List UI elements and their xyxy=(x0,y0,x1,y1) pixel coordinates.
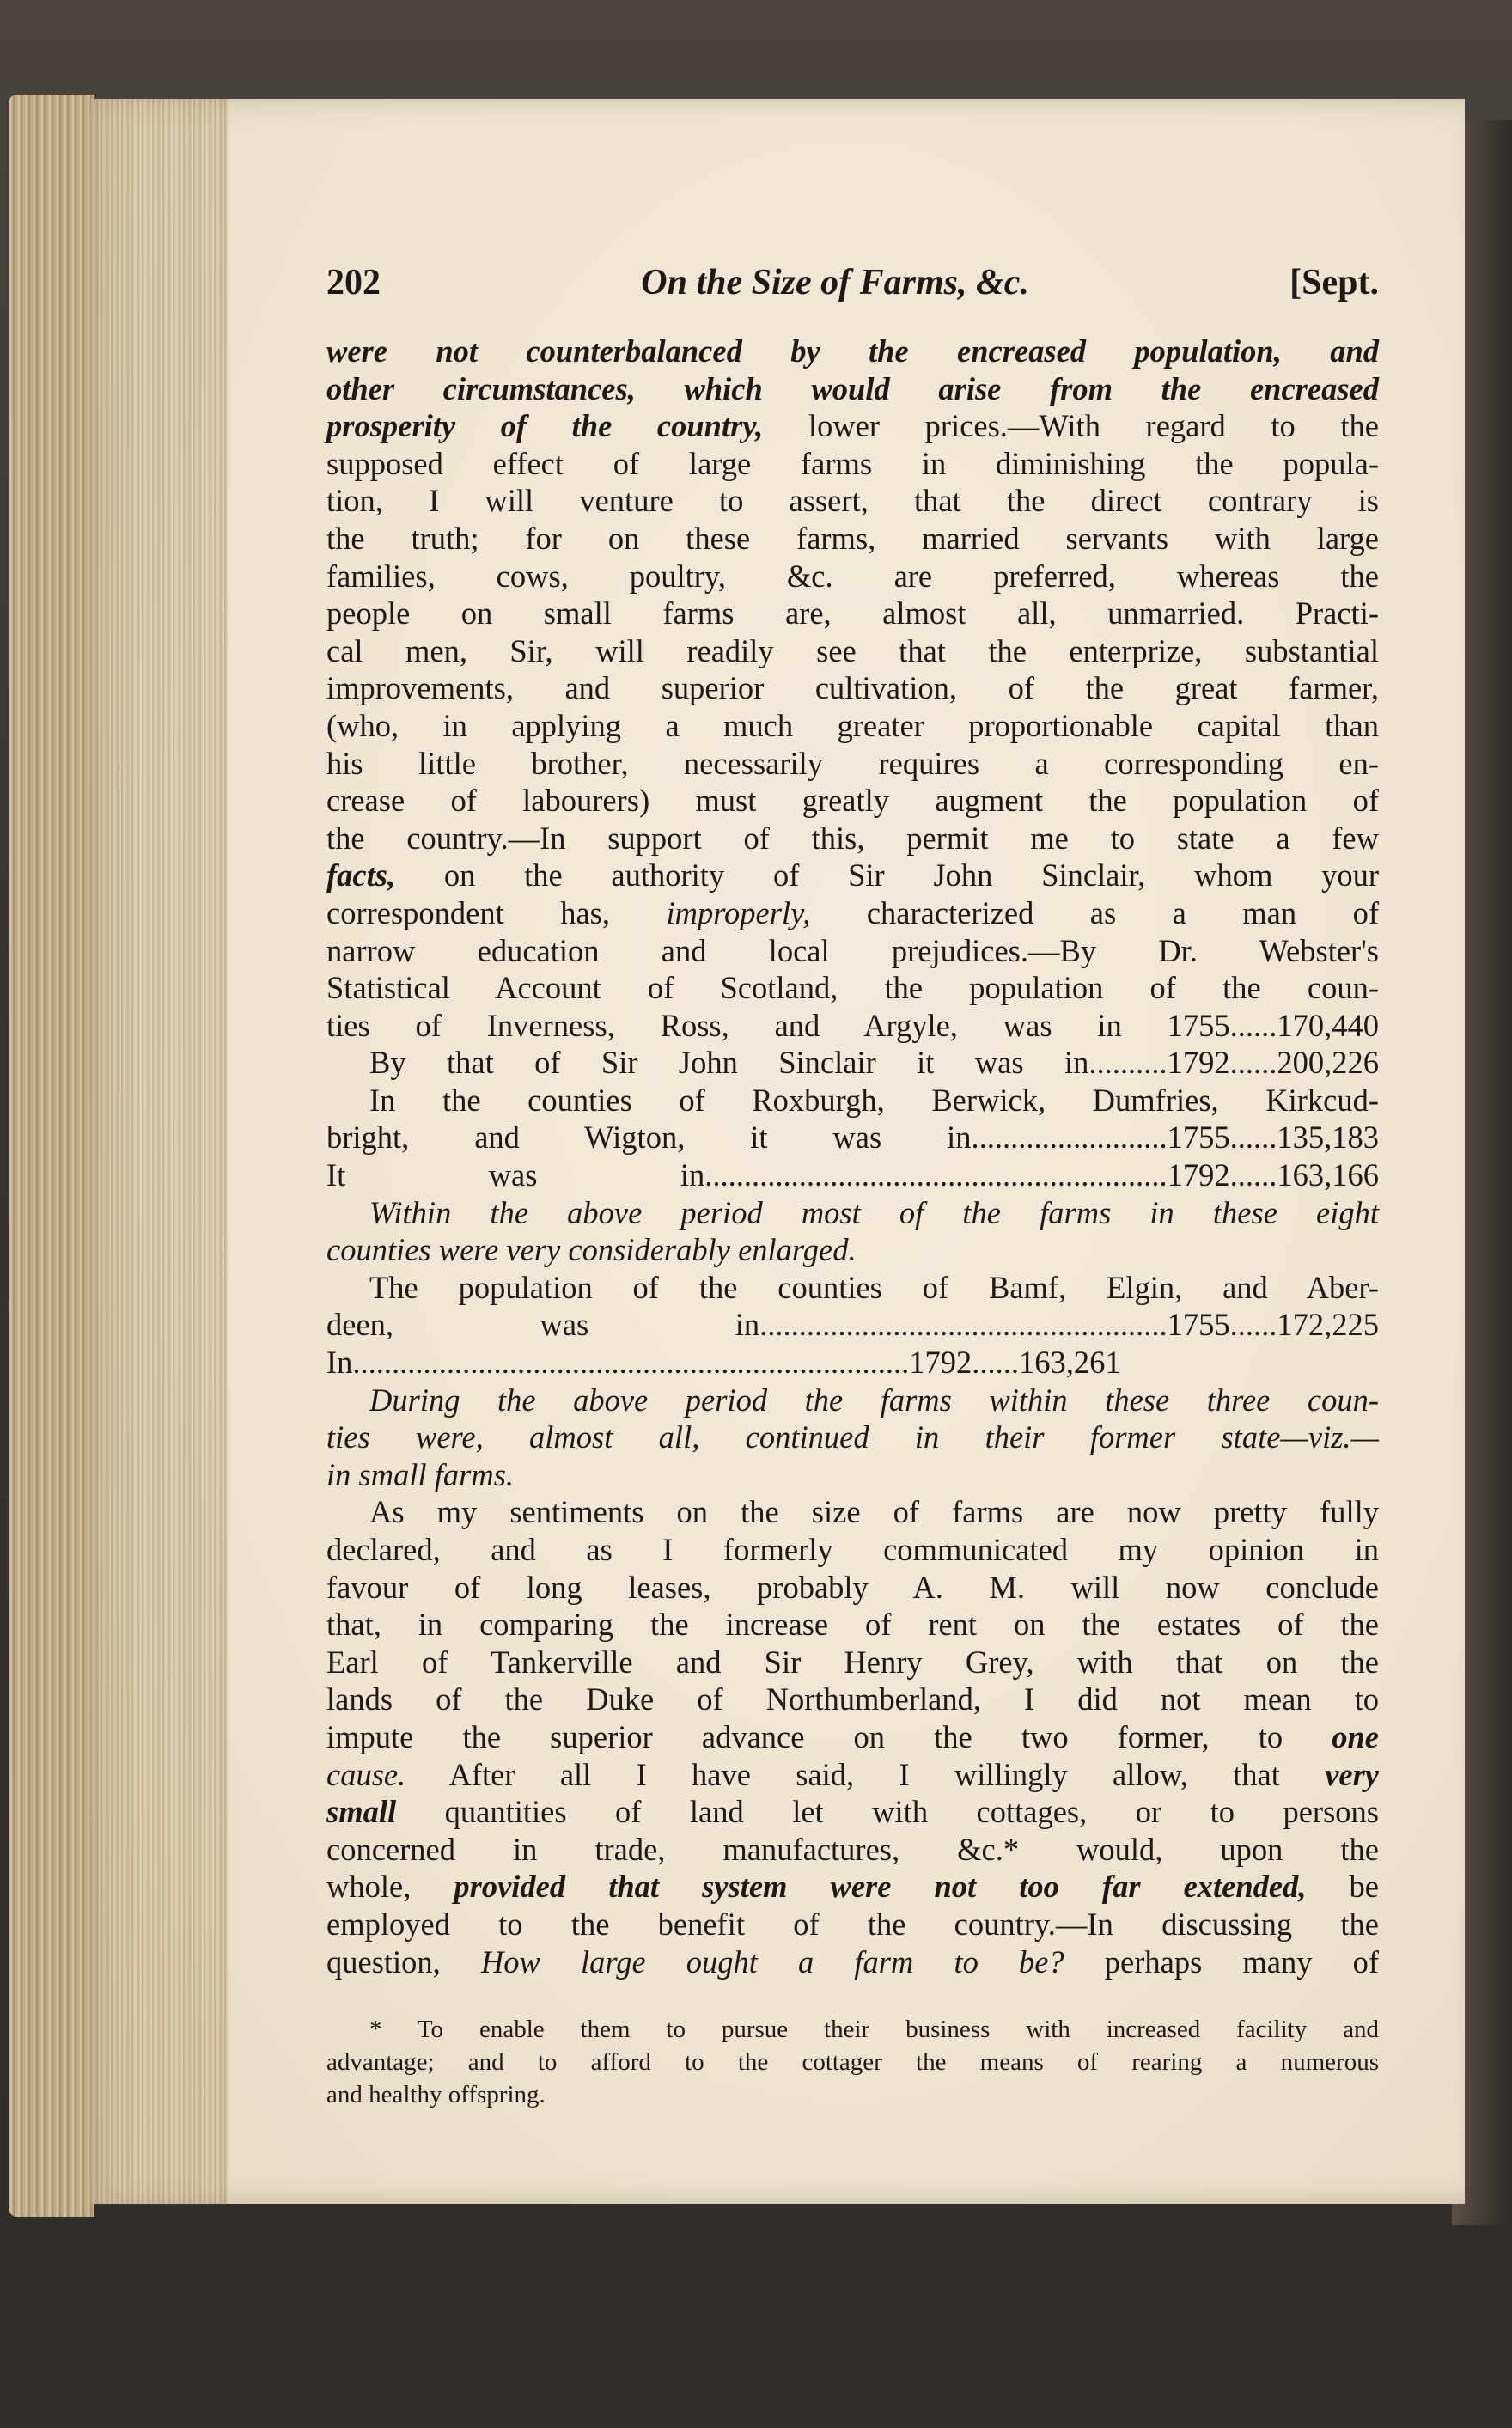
footnote-line: * To enable them to pursue their business with increased facility and xyxy=(369,2016,1379,2044)
text-line: Statistical Account of Scotland, the population of the coun- xyxy=(326,970,1379,1006)
running-title: On the Size of Farms, &c. xyxy=(641,263,1029,302)
text-line: It was in...........................................................1792......163,166 xyxy=(326,1157,1379,1193)
text-line: employed to the benefit of the country.—In discussing the xyxy=(326,1906,1379,1942)
text-span: whole, xyxy=(326,1869,454,1905)
text-span: one xyxy=(1332,1718,1379,1754)
text-line: in small farms. xyxy=(326,1456,515,1492)
footnote-line: advantage; and to afford to the cottager the means of rearing a numerous xyxy=(326,2048,1379,2077)
text-line: narrow education and local prejudices.—By Dr. Webster's xyxy=(326,932,1379,968)
text-span: How large ought a farm to be? xyxy=(480,1943,1064,1980)
page-number: 202 xyxy=(326,263,381,302)
page-text-block xyxy=(326,262,1379,2111)
text-line: By that of Sir John Sinclair it was in..........1792......200,226 xyxy=(369,1045,1379,1081)
text-line: In the counties of Roxburgh, Berwick, Dumfries, Kirkcud- xyxy=(369,1082,1379,1118)
text-span: correspondent has, xyxy=(326,894,667,930)
text-line: Within the above period most of the farms in these eight xyxy=(369,1194,1379,1230)
text-span: impute the superior advance on the two former, to xyxy=(326,1718,1332,1754)
text-line: ties of Inverness, Ross, and Argyle, was in 1755......170,440 xyxy=(326,1007,1379,1043)
text-span: facts, xyxy=(326,857,396,894)
text-span: small xyxy=(326,1794,397,1830)
text-line: counties were very considerably enlarged. xyxy=(326,1232,857,1268)
text-span: on the authority of Sir John Sinclair, whom your xyxy=(395,857,1379,894)
text-span: question, xyxy=(326,1943,481,1980)
text-line: The population of the counties of Bamf, Elgin, and Aber- xyxy=(369,1269,1379,1305)
text-span: lower prices.—With regard to the xyxy=(763,408,1379,444)
text-line xyxy=(326,894,1379,932)
text-line: ties were, almost all, continued in their former state—viz.— xyxy=(326,1419,1379,1455)
text-line: (who, in applying a much greater proportionable capital than xyxy=(326,707,1379,743)
text-span: very xyxy=(1325,1756,1379,1792)
text-line: cal men, Sir, will readily see that the enterprize, substantial xyxy=(326,632,1379,668)
text-line: other circumstances, which would arise from the encreased xyxy=(326,370,1379,406)
footnote-line: and healthy offspring. xyxy=(326,2081,546,2109)
text-line: tion, I will venture to assert, that the direct contrary is xyxy=(326,483,1379,519)
text-line: crease of labourers) must greatly augment the population of xyxy=(326,783,1379,819)
text-line: supposed effect of large farms in diminishing the popula- xyxy=(326,445,1379,481)
text-line: As my sentiments on the size of farms are now pretty fully xyxy=(369,1494,1379,1530)
text-line xyxy=(326,857,1379,894)
text-line xyxy=(326,1756,1379,1794)
text-line: the country.—In support of this, permit me to state a few xyxy=(326,820,1379,856)
text-line xyxy=(326,1868,1379,1906)
text-line: During the above period the farms within these three coun- xyxy=(369,1382,1379,1418)
text-span: be xyxy=(1306,1869,1380,1905)
page-gutter xyxy=(90,99,228,2204)
text-line: In.......................................................................1792......163,261 xyxy=(326,1345,1121,1381)
text-span: improperly, xyxy=(666,894,811,930)
text-line xyxy=(326,1943,1379,1981)
text-line: people on small farms are, almost all, unmarried. Practi- xyxy=(326,595,1379,631)
text-line: that, in comparing the increase of rent on the estates of the xyxy=(326,1607,1379,1643)
text-line xyxy=(326,407,1379,445)
text-line xyxy=(326,1718,1379,1756)
text-line: were not counterbalanced by the encreased population, and xyxy=(326,333,1379,369)
text-line xyxy=(326,1793,1379,1831)
text-span: perhaps many of xyxy=(1064,1943,1379,1980)
text-line: Earl of Tankerville and Sir Henry Grey, with that on the xyxy=(326,1644,1379,1680)
text-line: lands of the Duke of Northumberland, I did not mean to xyxy=(326,1681,1379,1717)
text-span: cause. xyxy=(326,1756,406,1792)
body-text xyxy=(326,332,1379,1980)
text-line: declared, and as I formerly communicated my opinion in xyxy=(326,1532,1379,1567)
running-header xyxy=(326,262,1379,314)
text-line: bright, and Wigton, it was in.........................1755......135,183 xyxy=(326,1119,1379,1156)
text-span: characterized as a man of xyxy=(810,894,1379,930)
text-span: After all I have said, I willingly allow, that xyxy=(405,1756,1326,1792)
text-line: the truth; for on these farms, married servants with large xyxy=(326,520,1379,556)
section-mark: [Sept. xyxy=(1289,263,1379,302)
text-span: prosperity of the country, xyxy=(326,408,764,444)
text-line: concerned in trade, manufactures, &c.* would, upon the xyxy=(326,1831,1379,1867)
text-line: families, cows, poultry, &c. are preferred, whereas the xyxy=(326,558,1379,594)
text-line: deen, was in....................................................1755......172,225 xyxy=(326,1307,1379,1343)
text-line: favour of long leases, probably A. M. will now conclude xyxy=(326,1569,1379,1605)
text-line: improvements, and superior cultivation, of the great farmer, xyxy=(326,670,1379,706)
text-span: quantities of land let with cottages, or to persons xyxy=(396,1794,1379,1830)
text-line: his little brother, necessarily requires a corresponding en- xyxy=(326,745,1379,781)
footnote xyxy=(326,2013,1379,2111)
book-page-edges xyxy=(9,95,94,2217)
text-span: provided that system were not too far extended, xyxy=(454,1869,1307,1905)
